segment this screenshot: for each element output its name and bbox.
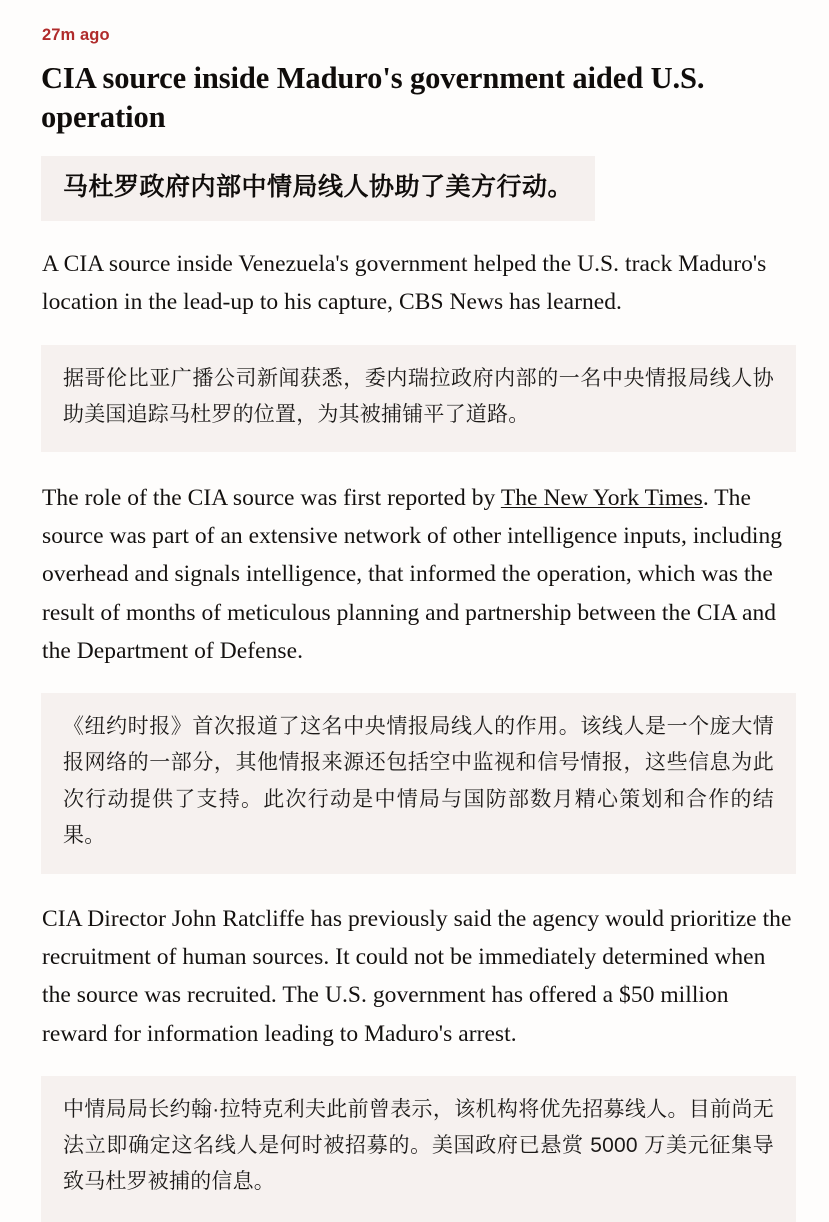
translation-block-3: 中情局局长约翰·拉特克利夫此前曾表示，该机构将优先招募线人。目前尚无法立即确定这名线人是何时被招募的。美国政府已悬赏 5000 万美元征集导致马杜罗被捕的信息。: [41, 1076, 796, 1222]
headline-translation-block: 马杜罗政府内部中情局线人协助了美方行动。: [41, 156, 595, 221]
new-york-times-link[interactable]: The New York Times: [500, 484, 703, 511]
page-title: CIA source inside Maduro's government aided U.S. operation: [41, 60, 705, 134]
body-paragraph-2: [42, 479, 796, 670]
paragraph-2-text-before-link: The role of the CIA source was first reported by: [42, 484, 501, 511]
paragraph-2-text-after-link: . The source was part of an extensive network of other intelligence inputs, including overhead and signals intelligence, that informed the operation, which was the result of months of meticulous planning and partnership between the CIA and the Department of Defense.: [42, 484, 783, 665]
body-paragraph-1: A CIA source inside Venezuela's government helped the U.S. track Maduro's location in the lead-up to his capture, CBS News has learned.: [42, 251, 767, 316]
translation-block-1: 据哥伦比亚广播公司新闻获悉，委内瑞拉政府内部的一名中央情报局线人协助美国追踪马杜罗的位置，为其被捕铺平了道路。: [41, 345, 796, 452]
article-timestamp: 27m ago: [42, 26, 110, 44]
body-paragraph-3: CIA Director John Ratcliffe has previously said the agency would prioritize the recruitment of human sources. It could not be immediately determined when the source was recruited. The U.S. government has offered a $50 million reward for information leading to Maduro's arrest.: [42, 905, 792, 1047]
translation-block-2: 《纽约时报》首次报道了这名中央情报局线人的作用。该线人是一个庞大情报网络的一部分，其他情报来源还包括空中监视和信号情报，这些信息为此次行动提供了支持。此次行动是中情局与国防部数月精心策划和合作的结果。: [41, 693, 796, 873]
